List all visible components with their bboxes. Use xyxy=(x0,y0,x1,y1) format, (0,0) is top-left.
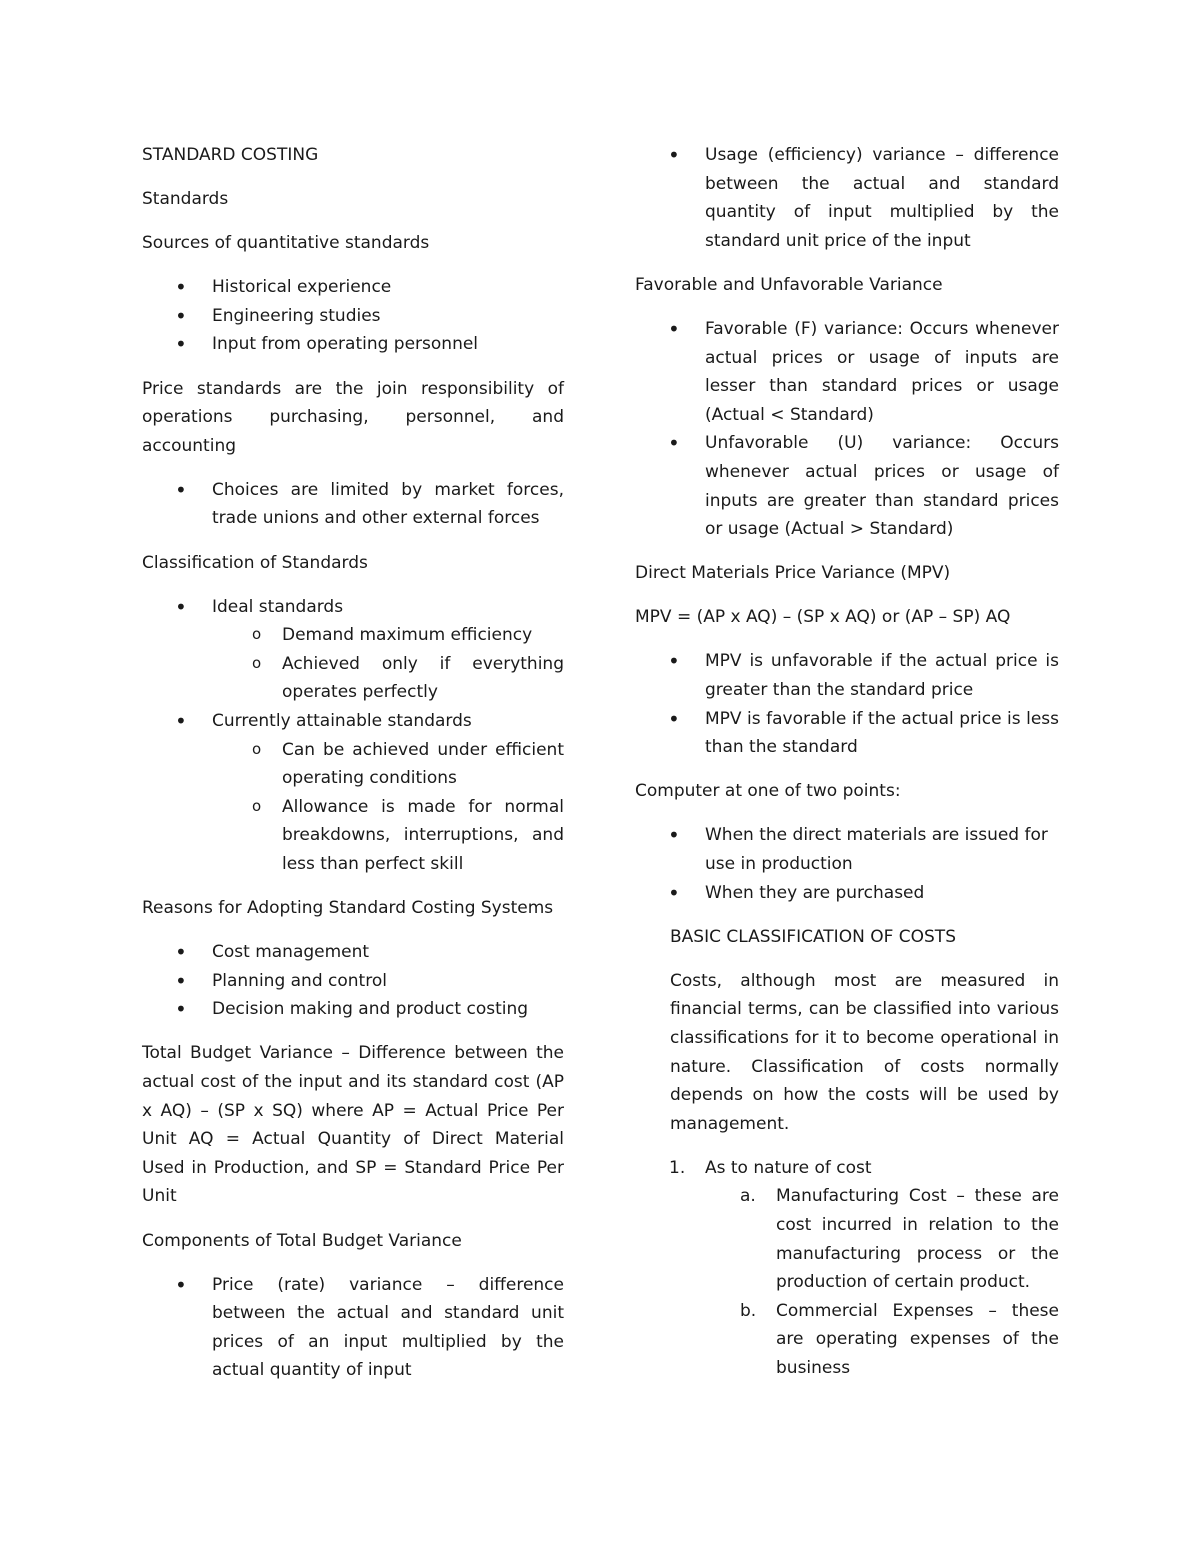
usage-variance-list xyxy=(635,141,1059,255)
nature-list xyxy=(635,1154,1059,1383)
basic-classification-paragraph: Costs, although most are measured in financial terms, can be classified into various classifications for it to become operational in nature. Classification of costs normally depends on how the costs will be used by management. xyxy=(670,970,1059,1134)
list-item: • Price (rate) variance – difference between the actual and standard unit prices of an input multiplied by the actual quantity of input xyxy=(142,1271,564,1385)
section-heading-standards: Standards xyxy=(142,189,229,210)
list-item: • Favorable (F) variance: Occurs whenever actual prices or usage of inputs are lesser than standard prices or usage (Actual < Standard) xyxy=(635,315,1059,429)
computer-list xyxy=(635,821,1059,907)
sub-list-item-text: Manufacturing Cost – these are cost incurred in relation to the manufacturing process or the production of certain product. xyxy=(776,1186,1059,1293)
sub-list-item-text: Commercial Expenses – these are operating expenses of the business xyxy=(776,1300,1059,1378)
list-item: • When they are purchased xyxy=(635,879,1059,908)
ideal-sublist xyxy=(212,621,564,707)
reasons-heading: Reasons for Adopting Standard Costing Systems xyxy=(142,898,554,919)
classification-list xyxy=(142,593,564,879)
list-item: • Usage (efficiency) variance – difference between the actual and standard quantity of input multiplied by the standard unit price of the input xyxy=(635,141,1059,255)
mpv-list xyxy=(635,647,1059,761)
sub-list-item: o Can be achieved under efficient operating conditions xyxy=(212,736,564,793)
attainable-sublist xyxy=(212,736,564,879)
list-item-ideal-standards xyxy=(142,593,564,707)
list-item: • Planning and control xyxy=(142,967,564,996)
mpv-heading: Direct Materials Price Variance (MPV) xyxy=(635,563,951,584)
list-item-label: Ideal standards xyxy=(212,596,344,617)
nature-sublist xyxy=(705,1182,1059,1382)
list-letter: b. xyxy=(740,1300,757,1321)
left-column xyxy=(142,141,564,1400)
computer-heading: Computer at one of two points: xyxy=(635,781,901,802)
list-letter: a. xyxy=(740,1186,756,1207)
favorable-list xyxy=(635,315,1059,544)
sub-list-item xyxy=(705,1297,1059,1383)
components-heading: Components of Total Budget Variance xyxy=(142,1230,462,1251)
reasons-list xyxy=(142,938,564,1024)
list-number: 1. xyxy=(669,1157,686,1178)
mpv-formula: MPV = (AP x AQ) – (SP x AQ) or (AP – SP) AQ xyxy=(635,607,1011,628)
total-budget-variance-paragraph: Total Budget Variance – Difference between the actual cost of the input and its standard cost (AP x AQ) – (SP x SQ) where AP = Actual Price Per Unit AQ = Actual Quantity of Direct Material Used in Production, and SP = Standard Price Per Unit xyxy=(142,1043,564,1207)
sub-list-item: o Allowance is made for normal breakdowns, interruptions, and less than perfect skill xyxy=(212,793,564,879)
list-item: • Input from operating personnel xyxy=(142,330,564,359)
list-item: • Unfavorable (U) variance: Occurs whenever actual prices or usage of inputs are greater than standard prices or usage (Actual > Standard) xyxy=(635,429,1059,543)
list-item: • Choices are limited by market forces, trade unions and other external forces xyxy=(142,476,564,533)
list-item: • MPV is unfavorable if the actual price is greater than the standard price xyxy=(635,647,1059,704)
classification-heading: Classification of Standards xyxy=(142,552,368,573)
basic-classification-heading: BASIC CLASSIFICATION OF COSTS xyxy=(670,926,956,947)
list-item: • When the direct materials are issued for use in production xyxy=(635,821,1059,878)
sub-list-item xyxy=(705,1182,1059,1296)
components-list xyxy=(142,1271,564,1385)
list-item-label: As to nature of cost xyxy=(705,1157,872,1178)
sub-list-item: o Demand maximum efficiency xyxy=(212,621,564,650)
favorable-heading: Favorable and Unfavorable Variance xyxy=(635,274,943,295)
list-item-attainable-standards xyxy=(142,707,564,879)
price-standards-paragraph: Price standards are the join responsibility of operations purchasing, personnel, and accounting xyxy=(142,378,564,456)
list-item: • Historical experience xyxy=(142,273,564,302)
right-column xyxy=(635,141,1059,1398)
price-standards-list xyxy=(142,476,564,533)
list-item: • MPV is favorable if the actual price is less than the standard xyxy=(635,705,1059,762)
list-item: • Decision making and product costing xyxy=(142,995,564,1024)
list-item-nature-of-cost xyxy=(635,1154,1059,1383)
sub-list-item: o Achieved only if everything operates perfectly xyxy=(212,650,564,707)
document-title: STANDARD COSTING xyxy=(142,145,319,165)
list-item: • Engineering studies xyxy=(142,302,564,331)
list-item: • Cost management xyxy=(142,938,564,967)
sources-heading: Sources of quantitative standards xyxy=(142,233,430,254)
sources-list xyxy=(142,273,564,359)
list-item-label: Currently attainable standards xyxy=(212,711,472,731)
